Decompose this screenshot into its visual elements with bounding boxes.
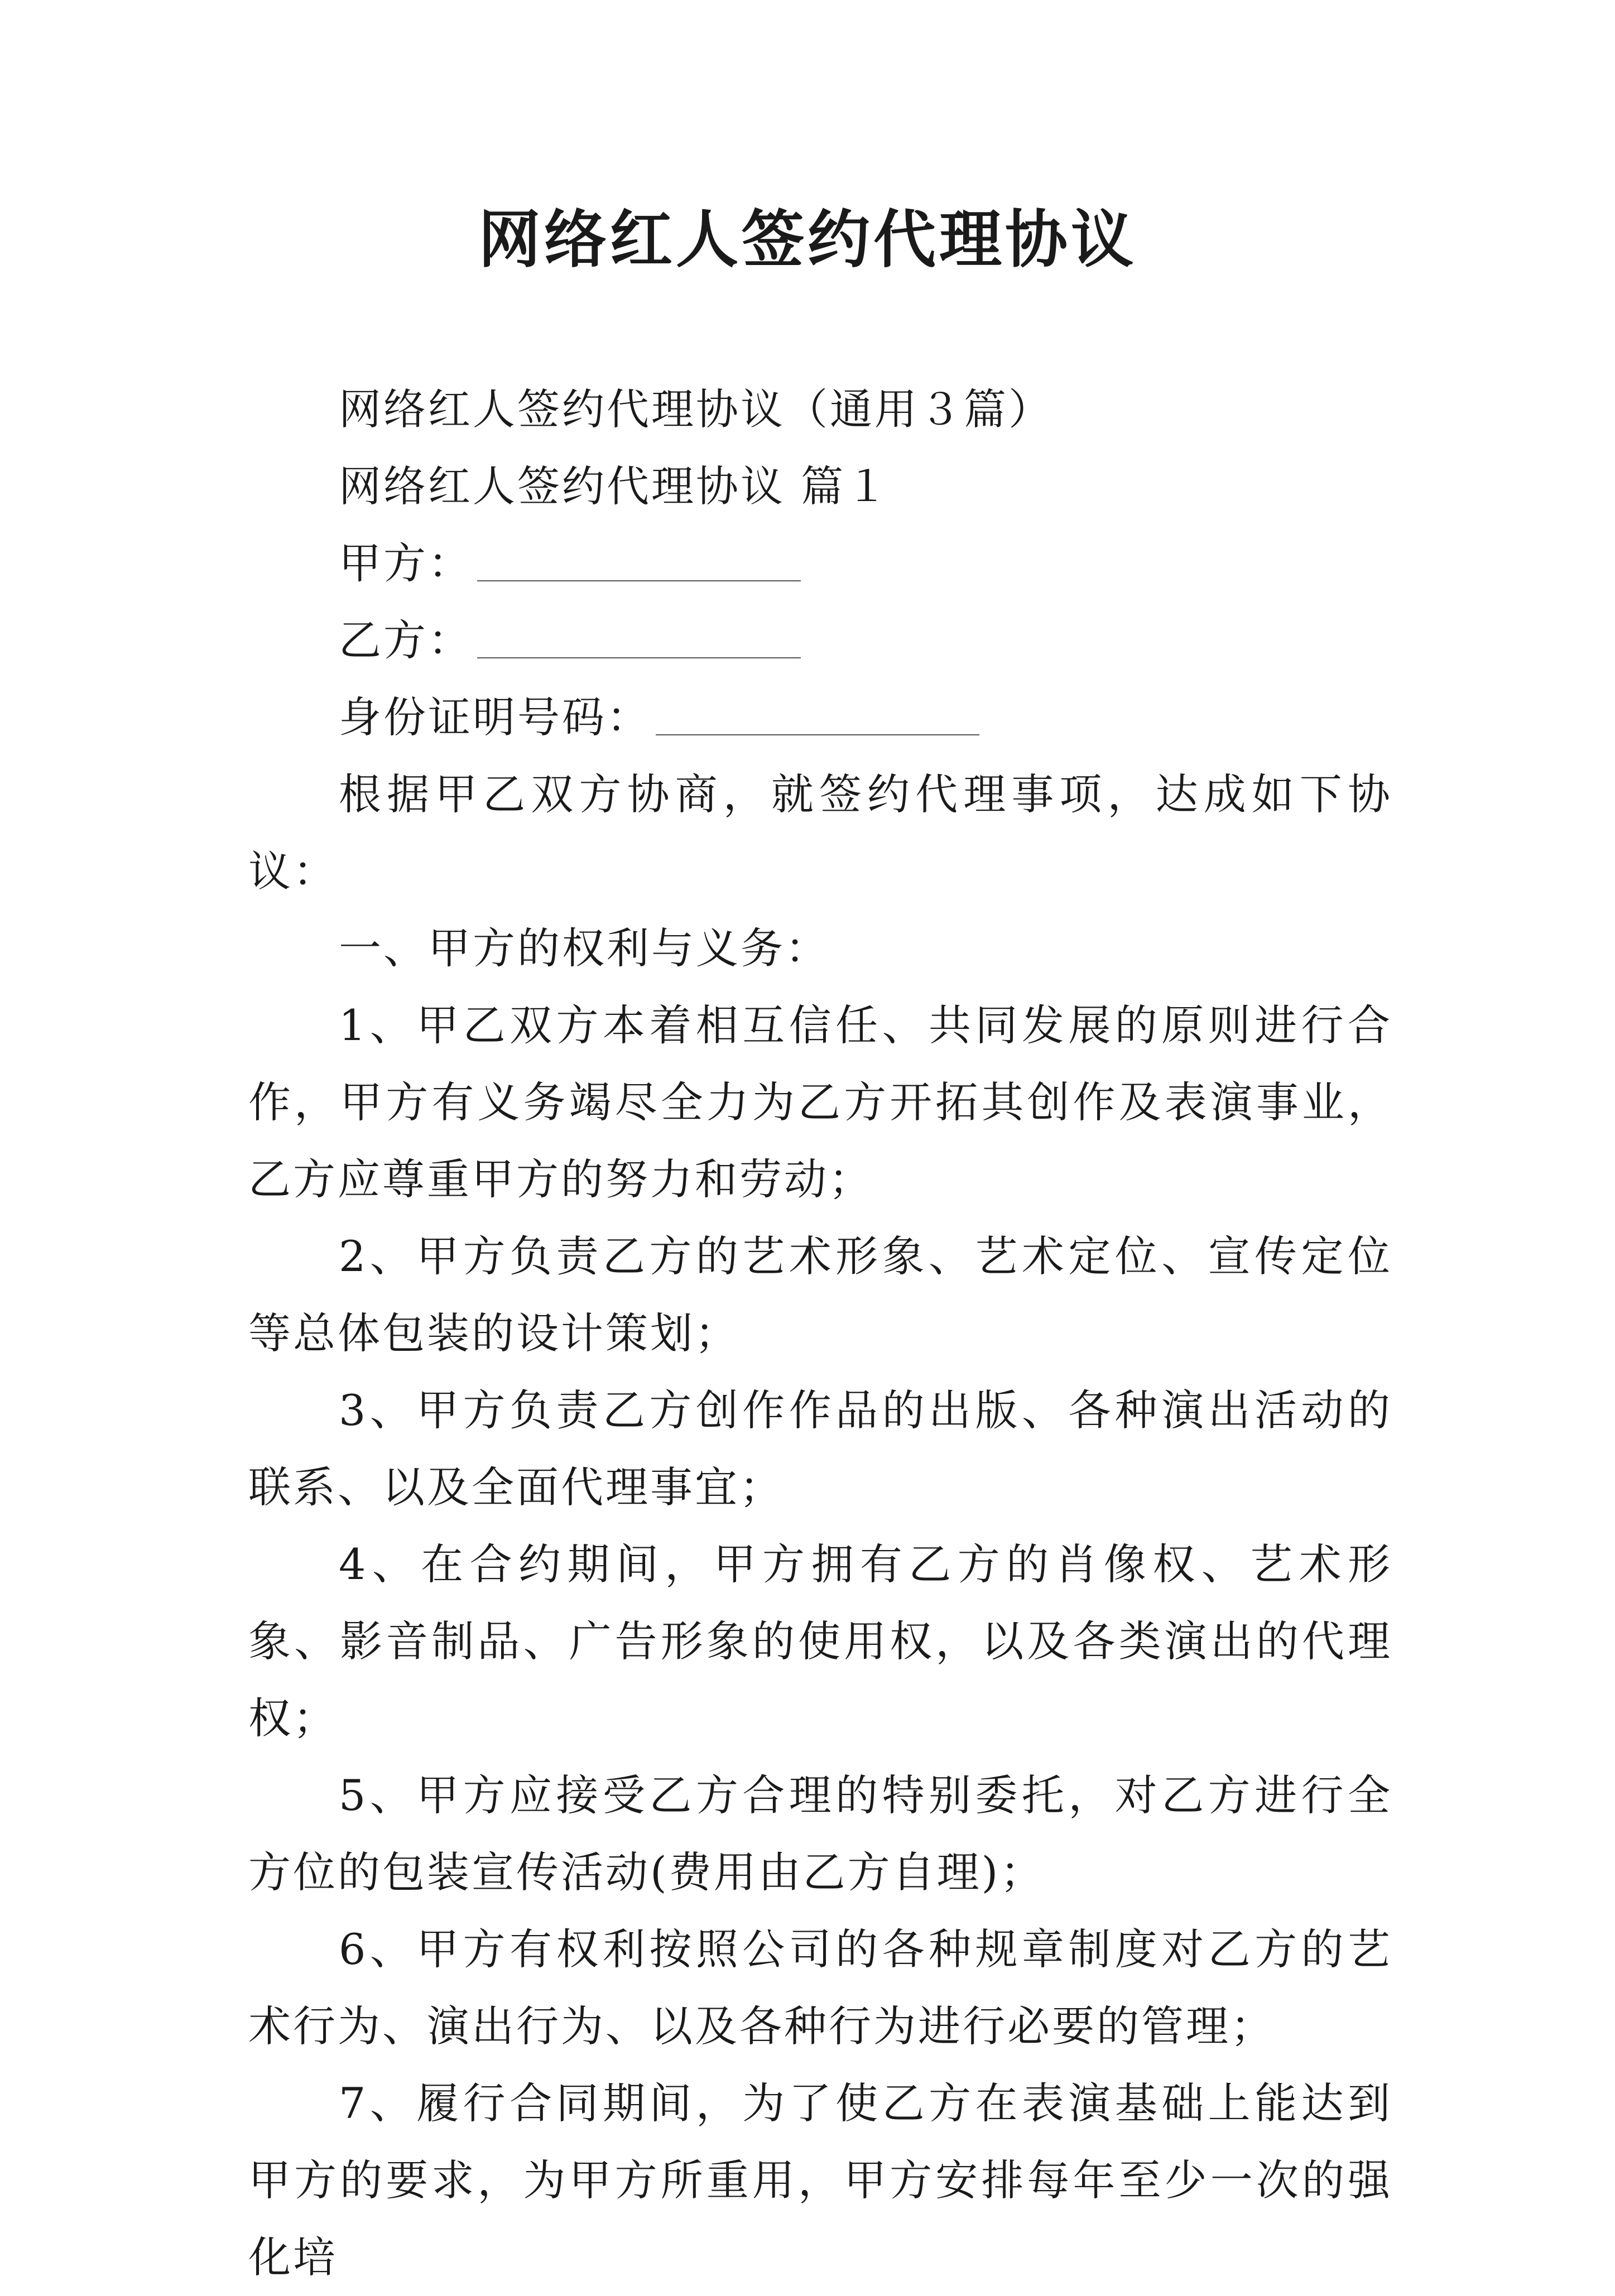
clause-paragraph: 3、甲方负责乙方创作作品的出版、各种演出活动的联系、以及全面代理事宜；	[248, 1385, 1392, 1512]
clause-paragraph: 7、履行合同期间，为了使乙方在表演基础上能达到甲方的要求，为甲方所重用，甲方安排每年至少一次的强化培	[248, 2078, 1392, 2282]
party-b-field	[248, 602, 1392, 679]
party-a-field	[248, 525, 1392, 602]
party-b-blank	[477, 613, 801, 658]
document-body	[248, 371, 1392, 2296]
party-b-label: 乙方：	[339, 615, 473, 665]
id-number-blank	[656, 690, 979, 735]
clause-paragraph: 1、甲乙双方本着相互信任、共同发展的原则进行合作，甲方有义务竭尽全力为乙方开拓其创作及表演事业，乙方应尊重甲方的努力和劳动；	[248, 1000, 1392, 1204]
clause-paragraph: 2、甲方负责乙方的艺术形象、艺术定位、宣传定位等总体包装的设计策划；	[248, 1231, 1392, 1358]
id-number-label: 身份证明号码：	[339, 692, 651, 742]
party-a-label: 甲方：	[339, 538, 473, 588]
part-heading: 一、甲方的权利与义务：	[339, 923, 830, 973]
id-number-field	[248, 679, 1392, 756]
document-title: 网络红人签约代理协议	[478, 203, 1137, 276]
intro-paragraph: 根据甲乙双方协商，就签约代理事项，达成如下协议：	[248, 769, 1392, 896]
subtitle: 网络红人签约代理协议（通用３篇）	[339, 384, 1053, 434]
clause-paragraph: 5、甲方应接受乙方合理的特别委托，对乙方进行全方位的包装宣传活动(费用由乙方自理)；	[248, 1770, 1392, 1897]
section-heading: 网络红人签约代理协议 篇１	[339, 461, 891, 511]
clause-paragraph: 6、甲方有权利按照公司的各种规章制度对乙方的艺术行为、演出行为、以及各种行为进行必要的管理；	[248, 1924, 1392, 2051]
party-a-blank	[477, 536, 801, 581]
clause-paragraph: 4、在合约期间，甲方拥有乙方的肖像权、艺术形象、影音制品、广告形象的使用权，以及各类演出的代理权；	[248, 1539, 1392, 1743]
